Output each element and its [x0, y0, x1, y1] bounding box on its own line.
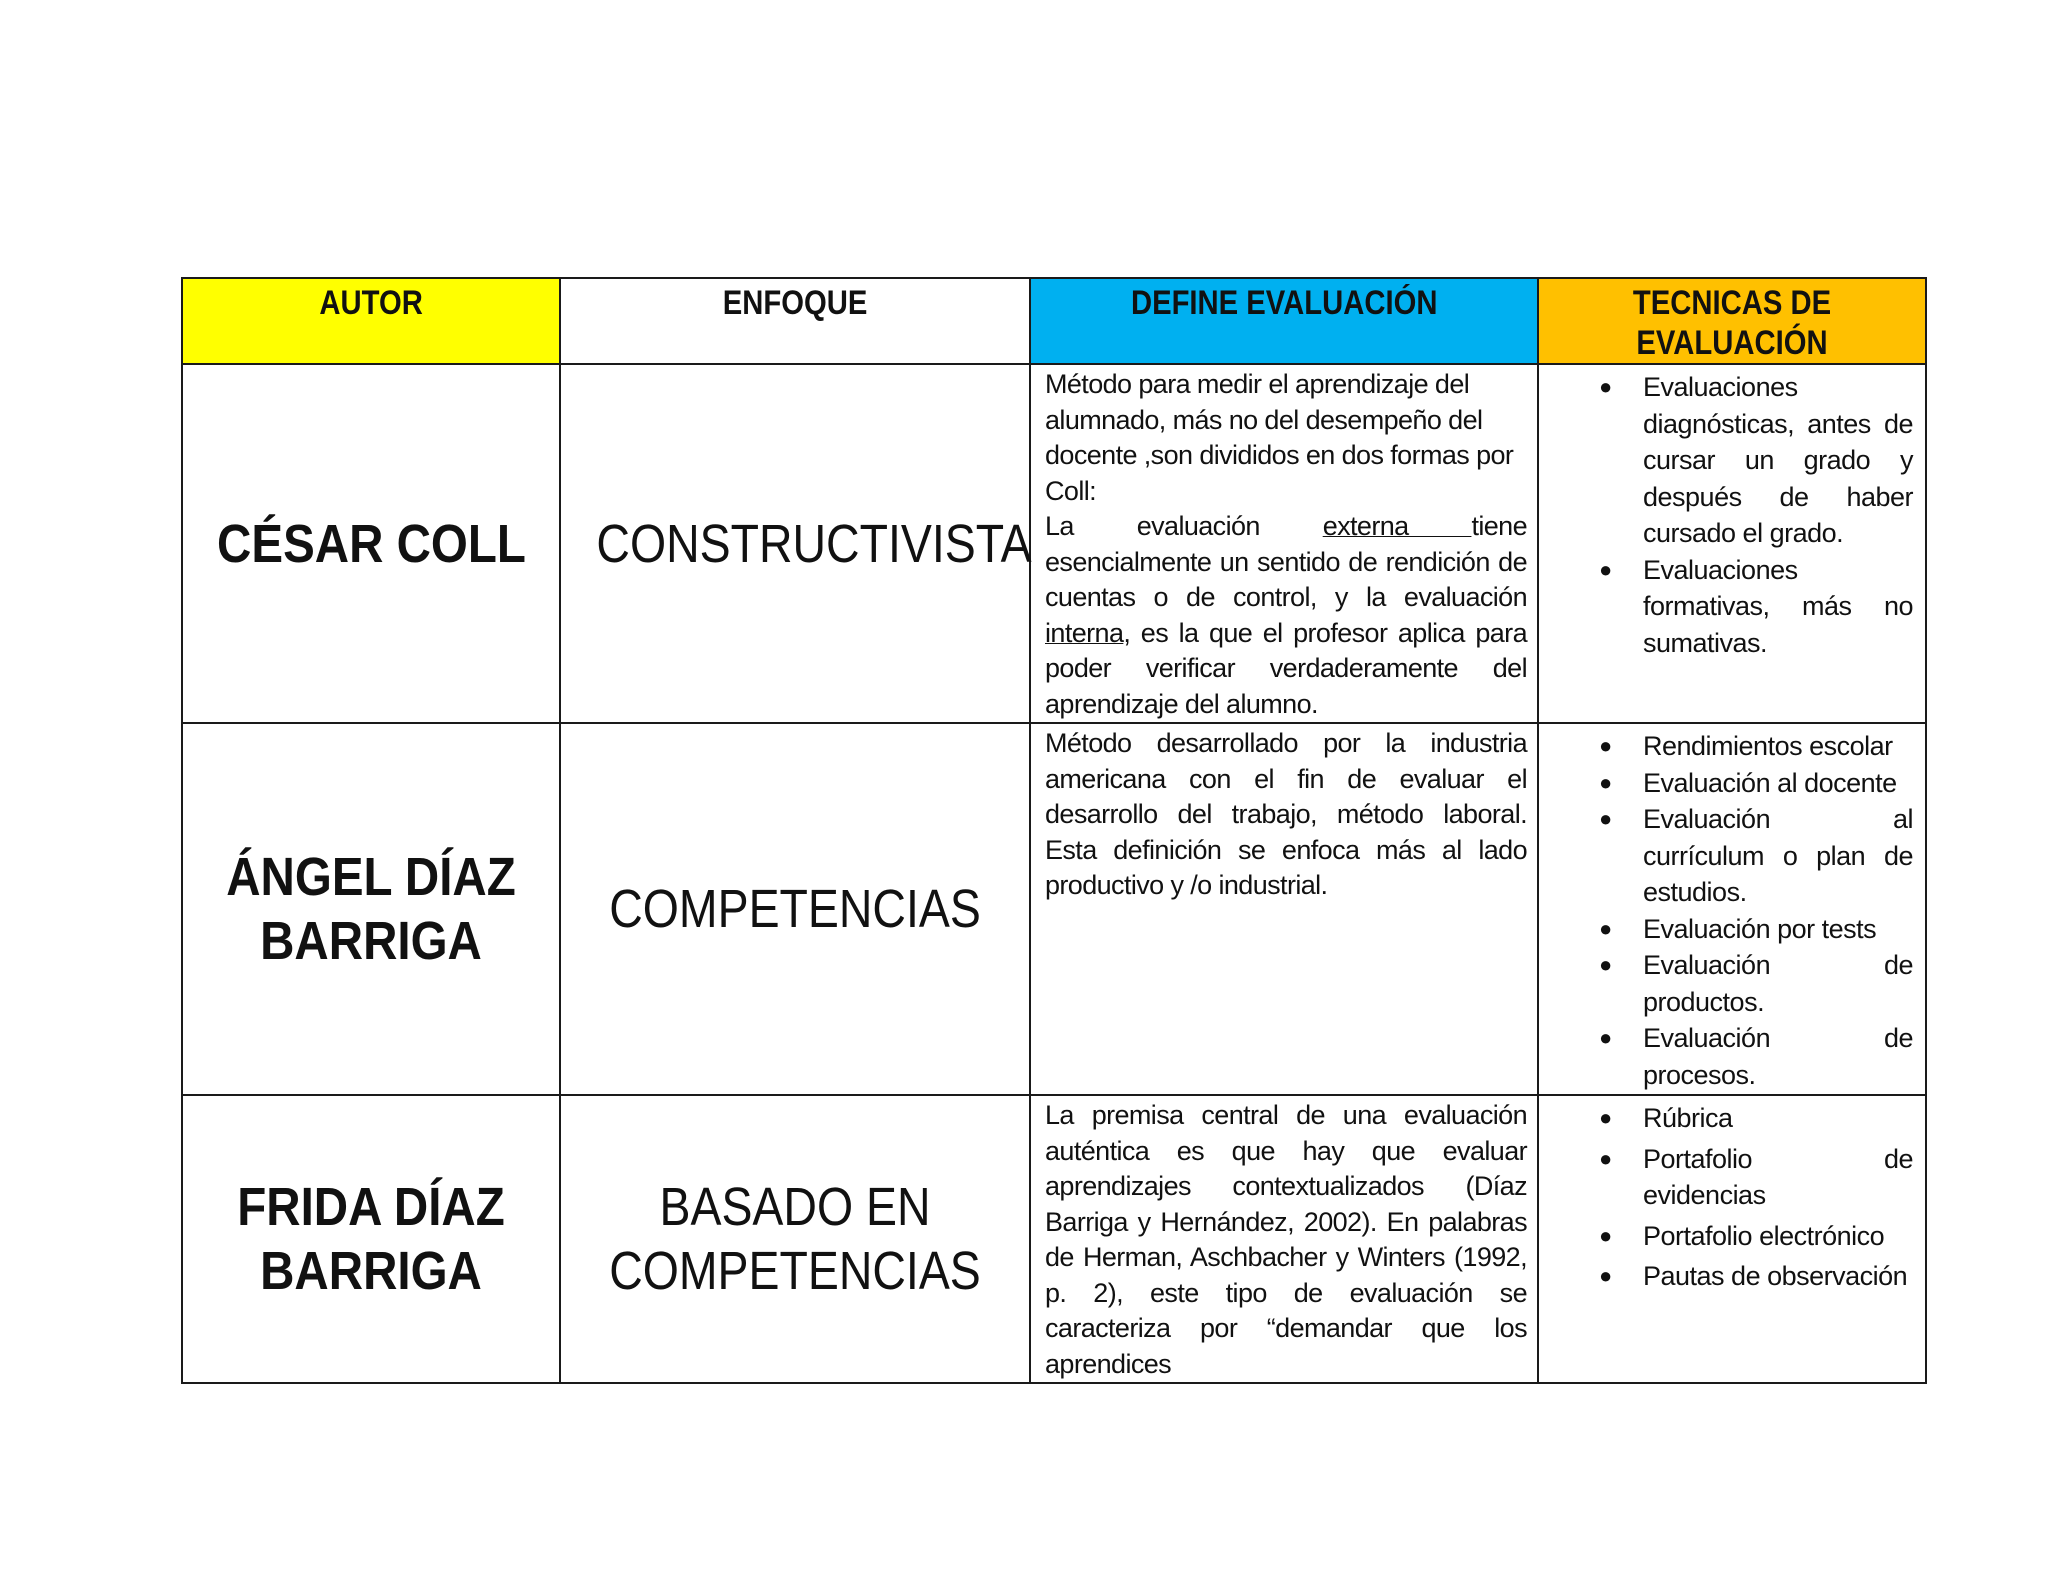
list-item: ● Evaluación por tests — [1539, 911, 1913, 948]
define-cell — [1030, 364, 1538, 723]
define-paragraph: La evaluación externa tiene esencialmente un sentido de rendición de cuentas o de control, y la evaluación interna, es la que el profesor aplica para poder verificar verdaderamente del aprendizaje del alumno. — [1045, 511, 1527, 719]
table-header-row — [182, 278, 1926, 364]
table-row — [182, 364, 1926, 723]
enfoque-name: CONSTRUCTIVISTA — [596, 513, 1032, 574]
comparison-table-container — [181, 277, 1925, 1379]
bullet-icon: ● — [1599, 556, 1612, 582]
bullet-icon: ● — [1599, 952, 1612, 977]
tecnicas-list — [1539, 728, 1913, 1093]
bullet-icon: ● — [1599, 733, 1612, 758]
tecnicas-cell — [1538, 723, 1926, 1095]
define-cell — [1030, 1095, 1538, 1383]
list-item: ● Pautas de observación — [1539, 1258, 1913, 1295]
bullet-icon: ● — [1599, 374, 1612, 399]
tecnicas-cell — [1538, 364, 1926, 723]
tecnicas-list — [1539, 1100, 1913, 1295]
underlined-term-interna: interna — [1045, 617, 1124, 648]
define-text: La premisa central de una evaluación auténtica es que hay que evaluar aprendizajes contextualizados (Díaz Barriga y Hernández, 2002). En palabras de Herman, Aschbacher y Winters (1992, p. 2), este tipo de evaluación se caracteriza por “demandar que los aprendices — [1045, 1100, 1527, 1379]
list-item: ● Evaluación de procesos. — [1539, 1020, 1913, 1093]
bullet-icon: ● — [1599, 769, 1612, 795]
header-define-evaluacion: DEFINE EVALUACIÓN — [1030, 278, 1538, 364]
header-autor: AUTOR — [182, 278, 560, 364]
list-item: ● Rúbrica — [1539, 1100, 1913, 1137]
header-enfoque: ENFOQUE — [560, 278, 1030, 364]
enfoque-cell — [560, 364, 1030, 723]
bullet-icon: ● — [1599, 1025, 1612, 1050]
list-item: ● Evaluación de productos. — [1539, 947, 1913, 1020]
bullet-icon: ● — [1599, 1105, 1612, 1130]
enfoque-cell — [560, 1095, 1030, 1383]
define-text — [1045, 367, 1527, 722]
list-item: ● Rendimientos escolar — [1539, 728, 1913, 765]
enfoque-name: BASADO EN COMPETENCIAS — [609, 1177, 981, 1301]
autor-cell — [182, 364, 560, 723]
table-row — [182, 1095, 1926, 1383]
bullet-icon: ● — [1599, 915, 1612, 941]
bullet-icon: ● — [1599, 1263, 1612, 1288]
autor-cell — [182, 1095, 560, 1383]
list-item: ● Evaluación al docente — [1539, 765, 1913, 802]
define-lead: Método para medir el aprendizaje del alumnado, más no del desempeño del docente ,son divididos en dos formas por Coll: — [1045, 369, 1514, 506]
autor-cell — [182, 723, 560, 1095]
enfoque-cell — [560, 723, 1030, 1095]
list-item: ● Evaluaciones formativas, más no sumativas. — [1539, 552, 1913, 662]
list-item: ● Portafolio de evidencias — [1539, 1141, 1913, 1214]
define-cell — [1030, 723, 1538, 1095]
table-row — [182, 723, 1926, 1095]
underlined-term-externa: externa — [1322, 511, 1472, 541]
bullet-icon: ● — [1599, 1222, 1612, 1248]
header-tecnicas-evaluacion: TECNICAS DE EVALUACIÓN — [1538, 278, 1926, 364]
autor-name: ÁNGEL DÍAZ BARRIGA — [226, 847, 516, 971]
autor-name: CÉSAR COLL — [216, 513, 526, 574]
list-item: ● Evaluación al currículum o plan de estudios. — [1539, 801, 1913, 911]
tecnicas-cell — [1538, 1095, 1926, 1383]
comparison-table — [181, 277, 1927, 1384]
define-text: Método desarrollado por la industria americana con el fin de evaluar el desarrollo del trabajo, método laboral. Esta definición se enfoca más al lado productivo y /o industrial. — [1045, 728, 1527, 900]
autor-name: FRIDA DÍAZ BARRIGA — [237, 1177, 505, 1301]
list-item: ● Portafolio electrónico — [1539, 1218, 1913, 1255]
bullet-icon: ● — [1599, 1145, 1612, 1171]
bullet-icon: ● — [1599, 806, 1612, 831]
list-item: ● Evaluaciones diagnósticas, antes de cursar un grado y después de haber cursado el grado. — [1539, 369, 1913, 552]
enfoque-name: COMPETENCIAS — [609, 879, 981, 939]
tecnicas-list — [1539, 369, 1913, 661]
